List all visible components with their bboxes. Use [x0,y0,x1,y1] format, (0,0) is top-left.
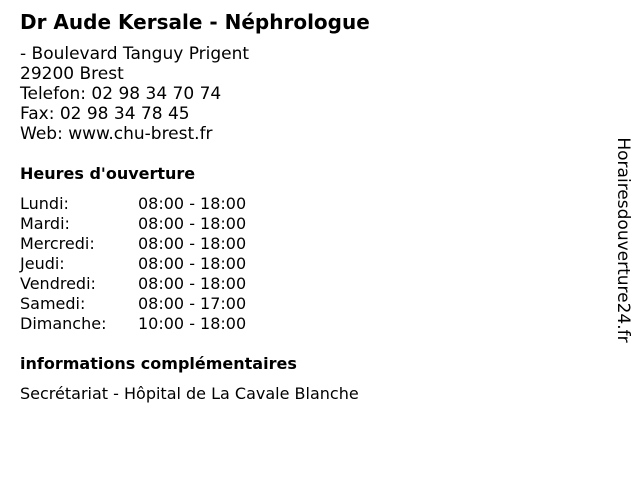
address-block [20,44,249,144]
time-range: 08:00 - 18:00 [138,254,247,273]
street-address: - Boulevard Tanguy Prigent [20,44,250,64]
time-range: 08:00 - 18:00 [138,214,247,233]
day-label: Vendredi: [20,274,96,293]
website: Web: www.chu-brest.fr [20,124,213,144]
additional-info-text: Secrétariat - Hôpital de La Cavale Blanche [20,384,359,403]
hours-row-wednesday [20,234,280,254]
hours-row-saturday [20,294,280,314]
site-watermark: Horairesdouverture24.fr [613,137,633,343]
hours-row-friday [20,274,280,294]
day-label: Samedi: [20,294,86,313]
time-range: 08:00 - 18:00 [138,274,247,293]
hours-row-sunday [20,314,280,334]
city: 29200 Brest [20,64,124,84]
time-range: 10:00 - 18:00 [138,314,247,333]
fax-number: Fax: 02 98 34 78 45 [20,104,190,124]
time-range: 08:00 - 18:00 [138,234,247,253]
hours-row-tuesday [20,214,280,234]
hours-row-thursday [20,254,280,274]
day-label: Mardi: [20,214,70,233]
time-range: 08:00 - 17:00 [138,294,247,313]
phone-number: Telefon: 02 98 34 70 74 [20,84,222,104]
day-label: Dimanche: [20,314,107,333]
page-title: Dr Aude Kersale - Néphrologue [20,10,370,34]
hours-row-monday [20,194,280,214]
day-label: Lundi: [20,194,69,213]
opening-hours-heading: Heures d'ouverture [20,164,196,183]
time-range: 08:00 - 18:00 [138,194,247,213]
day-label: Mercredi: [20,234,95,253]
additional-info-heading: informations complémentaires [20,354,297,373]
day-label: Jeudi: [20,254,65,273]
opening-hours-table [20,194,280,334]
